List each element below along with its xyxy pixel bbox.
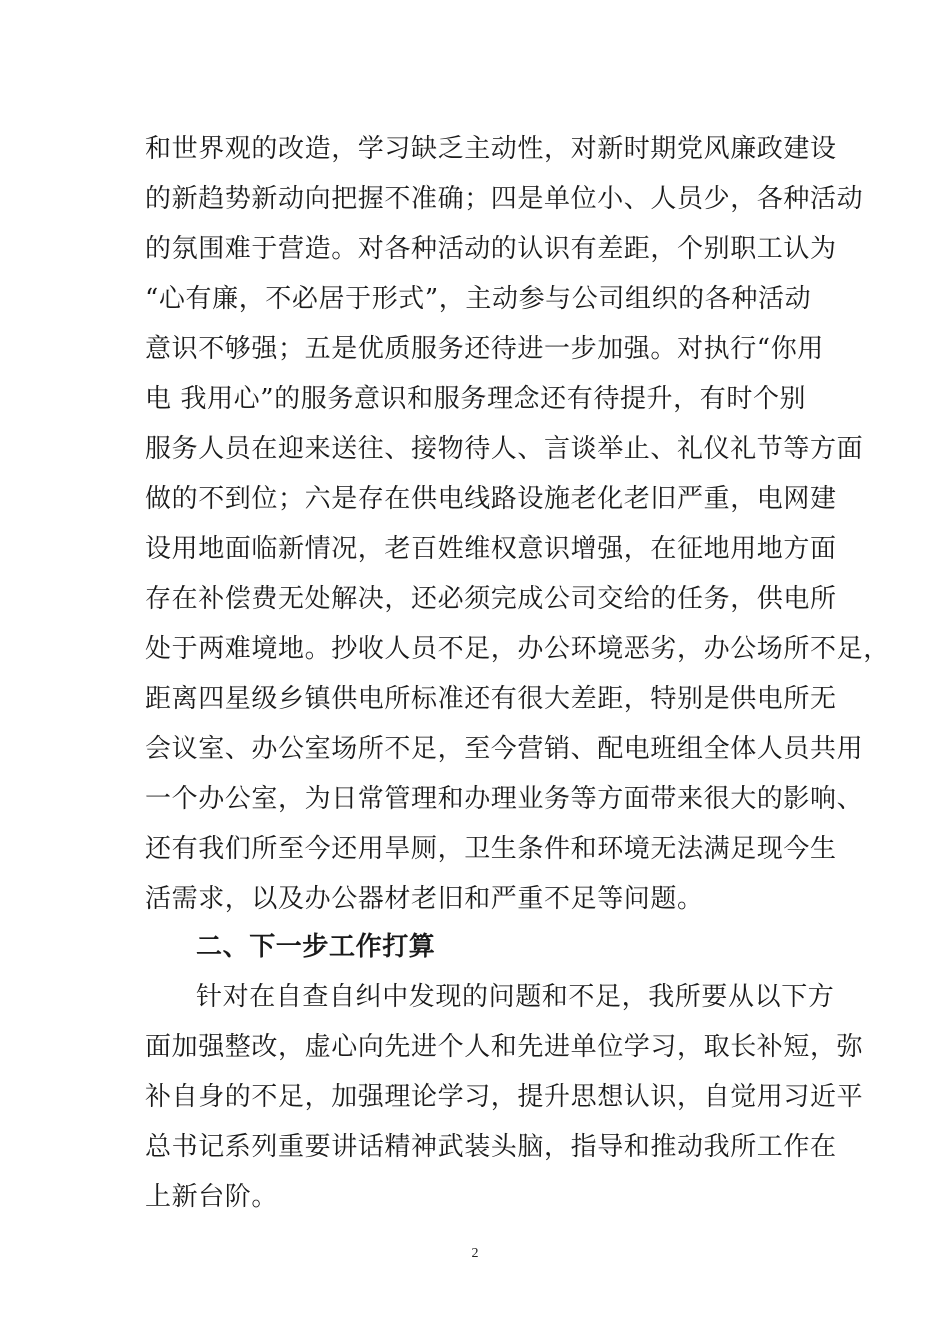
section-heading: 二、下一步工作打算 xyxy=(196,932,436,962)
body-text-line: 的氛围难于营造。对各种活动的认识有差距，个别职工认为 xyxy=(145,234,837,264)
body-text-line: 针对在自查自纠中发现的问题和不足，我所要从以下方 xyxy=(196,982,835,1012)
body-text-line: 活需求，以及办公器材老旧和严重不足等问题。 xyxy=(145,884,704,914)
body-text-line: 和世界观的改造，学习缺乏主动性，对新时期党风廉政建设 xyxy=(145,134,837,164)
body-text-line: 服务人员在迎来送往、接物待人、言谈举止、礼仪礼节等方面 xyxy=(145,434,864,464)
body-text-line: 做的不到位；六是存在供电线路设施老化老旧严重，电网建 xyxy=(145,484,837,514)
body-text-line: 存在补偿费无处解决，还必须完成公司交给的任务，供电所 xyxy=(145,584,837,614)
body-text-line: 距离四星级乡镇供电所标准还有很大差距，特别是供电所无 xyxy=(145,684,837,714)
page-number: 2 xyxy=(471,1246,479,1261)
body-text-line: 补自身的不足，加强理论学习，提升思想认识，自觉用习近平 xyxy=(145,1082,864,1112)
body-text-line: 电 我用心”的服务意识和服务理念还有待提升，有时个别 xyxy=(145,384,807,414)
body-text-line: 意识不够强；五是优质服务还待进一步加强。对执行“你用 xyxy=(145,334,824,364)
body-text-line: 设用地面临新情况，老百姓维权意识增强，在征地用地方面 xyxy=(145,534,837,564)
body-text-line: 上新台阶。 xyxy=(145,1182,279,1212)
body-text-line: 一个办公室，为日常管理和办理业务等方面带来很大的影响、 xyxy=(145,784,864,814)
body-text-line: 会议室、办公室场所不足，至今营销、配电班组全体人员共用 xyxy=(145,734,864,764)
body-text-line: 总书记系列重要讲话精神武装头脑，指导和推动我所工作在 xyxy=(145,1132,837,1162)
body-text-line: 还有我们所至今还用旱厕，卫生条件和环境无法满足现今生 xyxy=(145,834,837,864)
body-text-line: 的新趋势新动向把握不准确；四是单位小、人员少，各种活动 xyxy=(145,184,864,214)
body-text-line: 面加强整改，虚心向先进个人和先进单位学习，取长补短，弥 xyxy=(145,1032,864,1062)
body-text-line: 处于两难境地。抄收人员不足，办公环境恶劣，办公场所不足， xyxy=(145,634,890,664)
body-text-line: “心有廉，不必居于形式”，主动参与公司组织的各种活动 xyxy=(145,284,812,314)
